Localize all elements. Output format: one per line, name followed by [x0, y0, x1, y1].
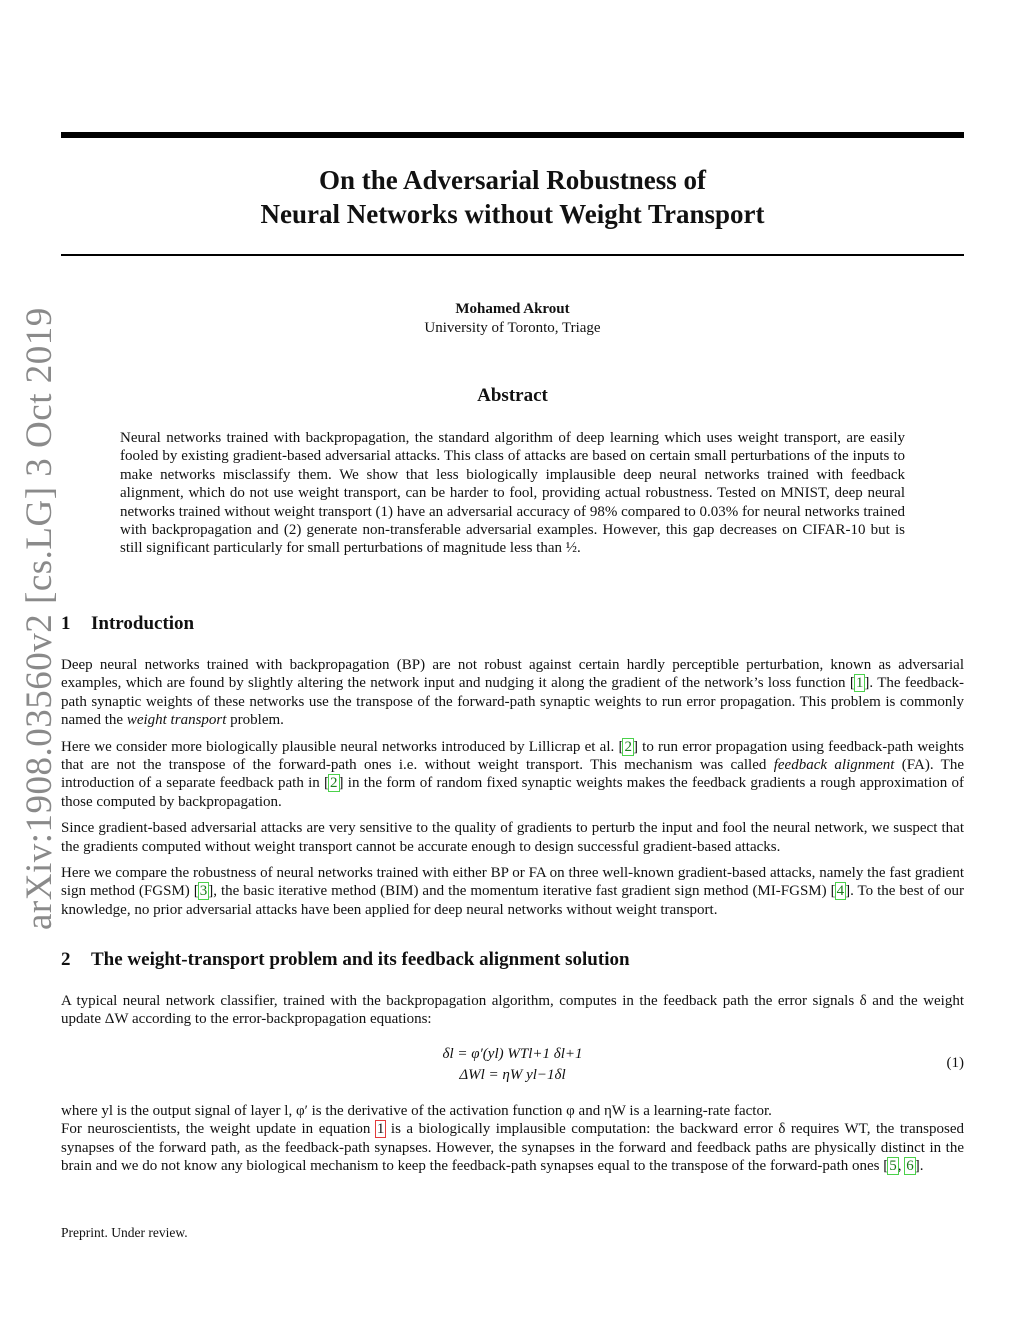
citation-link[interactable]: 3 [199, 883, 208, 900]
author-name: Mohamed Akrout [455, 301, 570, 317]
text-run: problem. [226, 712, 284, 729]
abstract-heading: Abstract [477, 385, 548, 406]
citation-link[interactable]: 2 [330, 775, 338, 792]
text-run: . [919, 1158, 924, 1175]
citation-link[interactable]: 5 [889, 1158, 897, 1175]
emphasis: feedback alignment [773, 757, 895, 774]
intro-paragraph-2: Here we consider more biologically plausible neural networks introduced by Lillicrap et al. [2] to run error propagation using feedback-path weights that are not the transpose of the forward-path ones i.e. without weight transport. This mechanism was called feedback alignment (FA). The introduction of a separate feedback path in [2] in the form of random fixed synaptic weights makes the feedback gradients a rough approximation of those computed by backpropagation. [61, 738, 964, 810]
equation-line-1: δl = φ′(yl) WTl+1 δl+1 [442, 1046, 583, 1062]
text-run: in the form of random fixed synaptic weights makes the feedback gradients a rough approximation of those computed by backpropagation. [61, 775, 964, 810]
title-line-1: On the Adversarial Robustness of [318, 165, 707, 195]
section-2-body [61, 1102, 964, 1176]
preprint-footer: Preprint. Under review. [61, 1225, 188, 1240]
emphasis: weight transport [126, 712, 227, 729]
section-2-number: 2 [61, 949, 71, 970]
title-line-2: Neural Networks without Weight Transport [260, 199, 765, 229]
equation-1 [61, 1044, 964, 1086]
text-run: (FA). The introduction of a separate feedback path in [61, 757, 964, 792]
section-1-number: 1 [61, 613, 71, 634]
text-run: For neuroscientists, the weight update in equation [61, 1121, 376, 1138]
text-run: Here we compare the robustness of neural networks trained with either BP or FA on three well-known gradient-based attacks, namely the fast gradient sign method (FGSM) [61, 865, 964, 900]
arxiv-stamp: arXiv:1908.03560v2 [cs.LG] 3 Oct 2019 [19, 307, 60, 930]
citation-link[interactable]: 2 [624, 738, 632, 755]
section-1-title: Introduction [91, 613, 195, 634]
text-run: is a biologically implausible computation: the backward error δ requires WT, the transposed synapses of the forward path, as the feedback-path synapses. However, the synapses in the forward and feedback paths are physically distinct in the brain and we do not know any biological mechanism to keep the feedback-path synapses equal to the transpose of the forward-path ones [61, 1121, 964, 1175]
section-1-body [61, 656, 964, 927]
text-run: to run error propagation using feedback-path weights that are not the transpose of the forward-path ones i.e. without weight transport. This mechanism was called [61, 738, 964, 774]
intro-paragraph-4: Here we compare the robustness of neural networks trained with either BP or FA on three well-known gradient-based attacks, namely the fast gradient sign method (FGSM) [3], the basic iterative method (BIM) and the momentum iterative fast gradient sign method (MI-FGSM) [4]. To the best of our knowledge, no prior adversarial attacks have been applied for deep neural networks without weight transport. [61, 865, 965, 918]
section-1-heading [61, 613, 194, 635]
text-run: . The feedback-path synaptic weights of these networks use the transpose of the forward-path synaptic weights to run error propagation. This problem is commonly named the [61, 675, 964, 729]
author-affiliation: University of Toronto, Triage [424, 320, 601, 336]
text-run: Here we consider more biologically plausible neural networks introduced by Lillicrap et al. [61, 738, 619, 755]
section-2-heading [61, 949, 630, 971]
equation-number: (1) [946, 1055, 964, 1071]
paper-title [61, 163, 964, 231]
section-2-title: The weight-transport problem and its feedback alignment solution [91, 949, 630, 970]
section-2-paragraph-1: A typical neural network classifier, trained with the backpropagation algorithm, computes in the feedback path the error signals δ and the weight update ΔW according to the error-backpropagation equations: [61, 993, 964, 1028]
section-2-paragraph-2: where yl is the output signal of layer l, φ′ is the derivative of the activation function φ and ηW is a learning-rate factor. [61, 1103, 772, 1119]
citation-link[interactable]: 6 [906, 1158, 914, 1175]
abstract-text: Neural networks trained with backpropagation, the standard algorithm of deep learning which uses weight transport, are easily fooled by existing gradient-based adversarial attacks. This class of attacks are based on certain small perturbations of the inputs to make networks misclassify them. We show that less biologically implausible deep neural networks trained with feedback alignment, which do not use weight transport, can be harder to fool, providing actual robustness. Tested on MNIST, deep neural networks trained without weight transport (1) have an adversarial accuracy of 98% compared to 0.03% for neural networks trained with backpropagation and (2) generate non-transferable adversarial examples. However, this gap decreases on CIFAR-10 but is still significant particularly for small perturbations of magnitude less than ½. [120, 430, 905, 557]
intro-paragraph-3: Since gradient-based adversarial attacks are very sensitive to the quality of gradients to perturb the input and fool the neural network, we suspect that the gradients computed without weight transport cannot be accurate enough to design successful gradient-based attacks. [61, 820, 964, 855]
section-2-paragraph-3: For neuroscientists, the weight update in equation 1 is a biologically implausible computation: the backward error δ requires WT, the transposed synapses of the forward path, as the feedback-path synapses. However, the synapses in the forward and feedback paths are physically distinct in the brain and we do not know any biological mechanism to keep the feedback-path synapses equal to the transpose of the forward-path ones [5, 6]. [61, 1121, 964, 1175]
equation-line-2: ΔWl = ηW yl−1δl [459, 1067, 566, 1083]
title-bottom-rule [61, 254, 964, 256]
text-run: , the basic iterative method (BIM) and the momentum iterative fast gradient sign method (MI-FGSM) [213, 883, 831, 900]
citation-link[interactable]: 4 [836, 883, 845, 900]
citation-link[interactable]: 1 [855, 675, 864, 692]
equation-reference-link[interactable]: 1 [376, 1121, 385, 1138]
intro-paragraph-1: Deep neural networks trained with backpropagation (BP) are not robust against certain hardly perceptible perturbation, known as adversarial examples, which are found by slightly altering the network input and nudging it along the gradient of the network’s loss function [1]. The feedback-path synaptic weights of these networks use the transpose of the forward-path synaptic weights to run error propagation. This problem is commonly named the weight transport problem. [61, 657, 964, 729]
text-run: Deep neural networks trained with backpropagation (BP) are not robust against certain hardly perceptible perturbation, known as adversarial examples, which are found by slightly altering the network input and nudging it along the gradient of the network’s loss function [61, 657, 964, 692]
author-block [61, 300, 964, 338]
text-run: . To the best of our knowledge, no prior adversarial attacks have been applied for deep neural networks without weight transport. [61, 883, 965, 918]
section-2-intro [61, 992, 964, 1037]
title-top-rule [61, 132, 964, 138]
